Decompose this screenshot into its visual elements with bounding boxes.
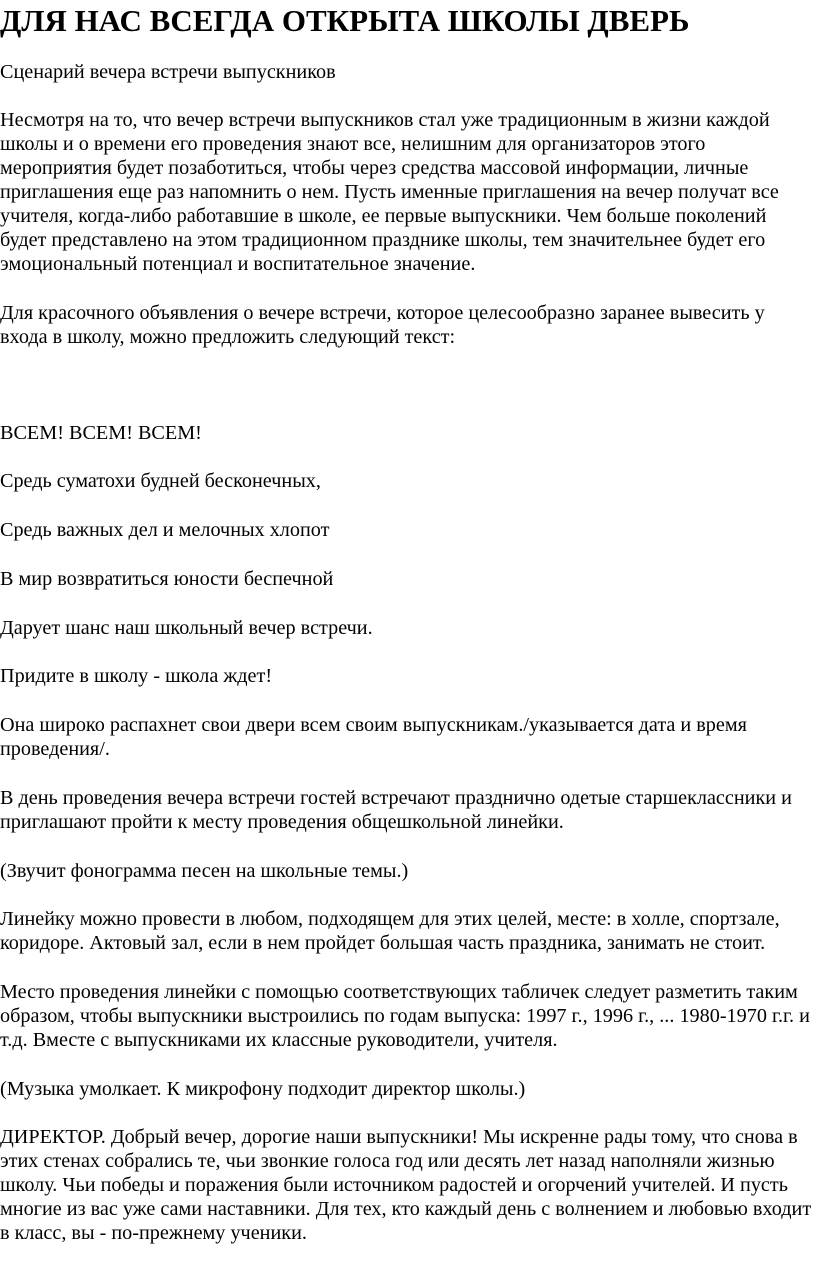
poem-line: Средь важных дел и мелочных хлопот	[0, 519, 330, 541]
poem-line: В мир возвратиться юности беспечной	[0, 568, 334, 590]
greeting-paragraph: В день проведения вечера встречи гостей встречают празднично одетые старшеклассники и приглашают пройти к месту проведения общешкольной линейки.	[0, 787, 792, 833]
director-speech-paragraph: ДИРЕКТОР. Добрый вечер, дорогие наши выпускники! Мы искренне рады тому, что снова в этих стенах собрались те, чьи звонкие голоса год или десять лет назад наполняли жизнью школу. Чьи победы и поражения были источником радостей и огорчений учителей. И пусть многие из вас уже сами наставники. Для тех, кто каждый день с волнением и любовью входит в класс, вы - по-прежнему ученики.	[0, 1126, 812, 1244]
poem-line: Придите в школу - школа ждет!	[0, 665, 273, 687]
intro-paragraph: Несмотря на то, что вечер встречи выпускников стал уже традиционным в жизни каждой школы и о времени его проведения знают все, нелишним для организаторов этого мероприятия будет позаботиться, чтобы через средства массовой информации, личные приглашения еще раз напомнить о нем. Пусть именные приглашения на вечер получат все учителя, когда-либо работавшие в школе, ее первые выпускники. Чем больше поколений будет представлено на этом традиционном празднике школы, тем значительнее будет его эмоциональный потенциал и воспитательное значение.	[0, 109, 779, 275]
poem-line: ВСЕМ! ВСЕМ! ВСЕМ!	[0, 422, 202, 444]
invitation-paragraph: Она широко распахнет свои двери всем своим выпускникам./указывается дата и время проведения/.	[0, 714, 747, 760]
music-stage-direction: (Звучит фонограмма песен на школьные темы.)	[0, 860, 409, 882]
scenario-subtitle: Сценарий вечера встречи выпускников	[0, 61, 336, 83]
document-title: ДЛЯ НАС ВСЕГДА ОТКРЫТА ШКОЛЫ ДВЕРЬ	[0, 3, 690, 38]
director-stage-direction: (Музыка умолкает. К микрофону подходит директор школы.)	[0, 1078, 526, 1100]
poem-line: Средь суматохи будней бесконечных,	[0, 470, 321, 492]
lineup-marking-paragraph: Место проведения линейки с помощью соответствующих табличек следует разметить таким образом, чтобы выпускники выстроились по годам выпуска: 1997 г., 1996 г., ... 1980-1970 г.г. и т.д. Вместе с выпускниками их классные руководители, учителя.	[0, 981, 810, 1051]
lineup-place-paragraph: Линейку можно провести в любом, подходящем для этих целей, месте: в холле, спортзале, коридоре. Актовый зал, если в нем пройдет большая часть праздника, занимать не стоит.	[0, 908, 780, 954]
announcement-intro-paragraph: Для красочного объявления о вечере встречи, которое целесообразно заранее вывесить у входа в школу, можно предложить следующий текст:	[0, 302, 765, 348]
poem-line: Дарует шанс наш школьный вечер встречи.	[0, 617, 373, 639]
